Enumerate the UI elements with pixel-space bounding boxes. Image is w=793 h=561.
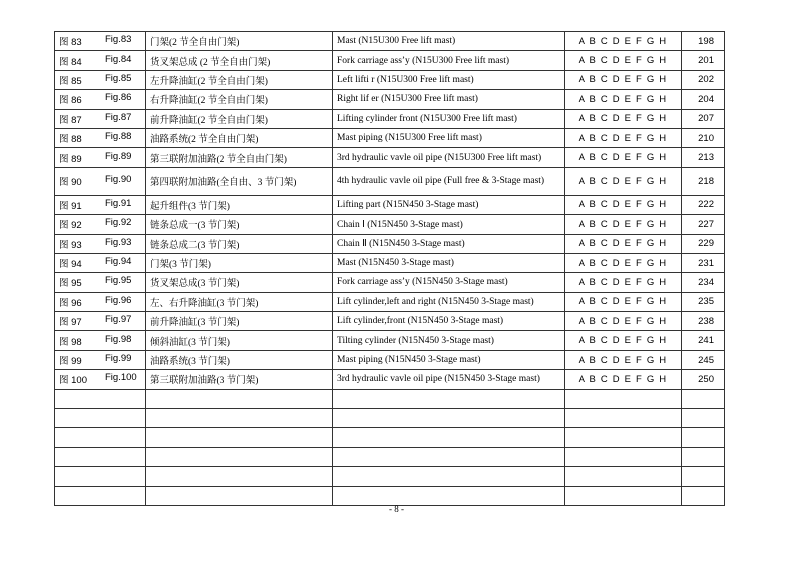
- version-cell: A B C D E F G H: [565, 370, 682, 389]
- empty-table-row: [55, 428, 725, 447]
- version-cell: A B C D E F G H: [565, 292, 682, 311]
- figure-number-cn: 图 84: [59, 56, 82, 68]
- figure-number-en: Fig.85: [105, 72, 132, 84]
- figure-number-cell: [55, 370, 146, 389]
- figure-number-en: Fig.96: [105, 294, 132, 306]
- figure-number-cn: 图 93: [59, 239, 82, 251]
- figure-number-cell: [55, 253, 146, 272]
- table-row: [55, 32, 725, 51]
- figure-number-cell: [55, 109, 146, 128]
- page-cell: 202: [682, 70, 725, 89]
- empty-cell: [682, 409, 725, 428]
- title-en-cell: Chain Ⅰ (N15N450 3-Stage mast): [333, 215, 565, 234]
- empty-cell: [146, 486, 333, 505]
- empty-table-row: [55, 467, 725, 486]
- figure-number-en: Fig.94: [105, 256, 132, 268]
- title-en-cell: Lift cylinder,left and right (N15N450 3-Stage mast): [333, 292, 565, 311]
- figure-number-cell: [55, 90, 146, 109]
- page-cell: 234: [682, 273, 725, 292]
- title-en-cell: Lifting part (N15N450 3-Stage mast): [333, 195, 565, 214]
- empty-cell: [682, 467, 725, 486]
- page-cell: 210: [682, 128, 725, 147]
- table-body: [55, 32, 725, 506]
- figure-number-en: Fig.97: [105, 314, 132, 326]
- title-en-cell: Chain Ⅱ (N15N450 3-Stage mast): [333, 234, 565, 253]
- title-en-cell: Right lif er (N15U300 Free lift mast): [333, 90, 565, 109]
- page-cell: 201: [682, 51, 725, 70]
- empty-table-row: [55, 486, 725, 505]
- empty-cell: [146, 428, 333, 447]
- title-cn-cell: 油路系统(2 节全自由门架): [146, 128, 333, 147]
- figure-number-en: Fig.93: [105, 236, 132, 248]
- title-cn-cell: 右升降油缸(2 节全自由门架): [146, 90, 333, 109]
- table-row: [55, 370, 725, 389]
- page-cell: 229: [682, 234, 725, 253]
- empty-table-row: [55, 409, 725, 428]
- figure-number-cn: 图 97: [59, 317, 82, 329]
- empty-cell: [682, 389, 725, 408]
- table-row: [55, 70, 725, 89]
- empty-cell: [565, 389, 682, 408]
- title-cn-cell: 货叉架总成(3 节门架): [146, 273, 333, 292]
- figure-number-cn: 图 98: [59, 336, 82, 348]
- page-cell: 235: [682, 292, 725, 311]
- title-cn-cell: 链条总成二(3 节门架): [146, 234, 333, 253]
- figure-number-en: Fig.91: [105, 197, 132, 209]
- figure-number-en: Fig.100: [105, 372, 137, 384]
- table-row: [55, 167, 725, 195]
- title-cn-cell: 前升降油缸(3 节门架): [146, 312, 333, 331]
- table-row: [55, 273, 725, 292]
- empty-cell: [333, 409, 565, 428]
- figure-number-cn: 图 91: [59, 200, 82, 212]
- empty-cell: [333, 467, 565, 486]
- title-en-cell: Mast piping (N15N450 3-Stage mast): [333, 350, 565, 369]
- page-cell: 222: [682, 195, 725, 214]
- empty-cell: [146, 467, 333, 486]
- page-cell: 218: [682, 167, 725, 195]
- version-cell: A B C D E F G H: [565, 234, 682, 253]
- figure-number-en: Fig.98: [105, 333, 132, 345]
- empty-cell: [333, 428, 565, 447]
- title-en-cell: Mast (N15N450 3-Stage mast): [333, 253, 565, 272]
- figure-number-cell: [55, 215, 146, 234]
- empty-cell: [565, 428, 682, 447]
- figure-number-cn: 图 88: [59, 134, 82, 146]
- figure-number-en: Fig.88: [105, 131, 132, 143]
- version-cell: A B C D E F G H: [565, 312, 682, 331]
- figure-number-cn: 图 89: [59, 153, 82, 165]
- figure-number-cell: [55, 331, 146, 350]
- version-cell: A B C D E F G H: [565, 51, 682, 70]
- empty-cell: [565, 447, 682, 466]
- version-cell: A B C D E F G H: [565, 148, 682, 167]
- table-row: [55, 350, 725, 369]
- page-cell: 250: [682, 370, 725, 389]
- version-cell: A B C D E F G H: [565, 253, 682, 272]
- figure-number-cn: 图 100: [59, 375, 87, 387]
- figure-number-en: Fig.99: [105, 353, 132, 365]
- title-en-cell: Fork carriage ass’y (N15N450 3-Stage mast): [333, 273, 565, 292]
- figure-number-cell: [55, 70, 146, 89]
- figure-number-en: Fig.92: [105, 217, 132, 229]
- page-cell: 207: [682, 109, 725, 128]
- page-cell: 241: [682, 331, 725, 350]
- figure-number-cn: 图 96: [59, 297, 82, 309]
- empty-cell: [682, 447, 725, 466]
- title-cn-cell: 门架(3 节门架): [146, 253, 333, 272]
- title-cn-cell: 第三联附加油路(2 节全自由门架): [146, 148, 333, 167]
- empty-cell: [55, 428, 146, 447]
- page-cell: 213: [682, 148, 725, 167]
- title-cn-cell: 左升降油缸(2 节全自由门架): [146, 70, 333, 89]
- empty-cell: [55, 447, 146, 466]
- figure-number-cn: 图 85: [59, 75, 82, 87]
- table-row: [55, 128, 725, 147]
- title-en-cell: Mast piping (N15U300 Free lift mast): [333, 128, 565, 147]
- figure-number-cn: 图 95: [59, 278, 82, 290]
- title-cn-cell: 起升组件(3 节门架): [146, 195, 333, 214]
- version-cell: A B C D E F G H: [565, 195, 682, 214]
- figure-number-cell: [55, 195, 146, 214]
- empty-table-row: [55, 447, 725, 466]
- title-cn-cell: 油路系统(3 节门架): [146, 350, 333, 369]
- page-cell: 204: [682, 90, 725, 109]
- version-cell: A B C D E F G H: [565, 331, 682, 350]
- title-en-cell: Lift cylinder,front (N15N450 3-Stage mast): [333, 312, 565, 331]
- table-row: [55, 90, 725, 109]
- title-en-cell: Lifting cylinder front (N15U300 Free lift mast): [333, 109, 565, 128]
- version-cell: A B C D E F G H: [565, 350, 682, 369]
- table-row: [55, 51, 725, 70]
- figure-number-en: Fig.95: [105, 275, 132, 287]
- title-cn-cell: 第四联附加油路(全自由、3 节门架): [146, 167, 333, 195]
- figure-number-cn: 图 99: [59, 356, 82, 368]
- figure-number-cell: [55, 292, 146, 311]
- page-cell: 231: [682, 253, 725, 272]
- figure-number-en: Fig.90: [105, 174, 132, 186]
- figure-number-en: Fig.87: [105, 111, 132, 123]
- figure-number-cn: 图 94: [59, 259, 82, 271]
- empty-cell: [55, 409, 146, 428]
- empty-cell: [565, 409, 682, 428]
- figure-number-cn: 图 86: [59, 95, 82, 107]
- figure-number-cell: [55, 32, 146, 51]
- page-cell: 227: [682, 215, 725, 234]
- empty-cell: [682, 486, 725, 505]
- page-number: - 8 -: [389, 504, 404, 514]
- empty-cell: [146, 409, 333, 428]
- empty-cell: [55, 467, 146, 486]
- title-cn-cell: 左、右升降油缸(3 节门架): [146, 292, 333, 311]
- table-row: [55, 312, 725, 331]
- title-cn-cell: 第三联附加油路(3 节门架): [146, 370, 333, 389]
- figure-index-table: [54, 31, 725, 506]
- title-en-cell: Mast (N15U300 Free lift mast): [333, 32, 565, 51]
- figure-number-cell: [55, 148, 146, 167]
- table-row: [55, 195, 725, 214]
- title-cn-cell: 倾斜油缸(3 节门架): [146, 331, 333, 350]
- figure-number-en: Fig.83: [105, 34, 132, 46]
- empty-cell: [333, 486, 565, 505]
- empty-cell: [333, 447, 565, 466]
- table-row: [55, 109, 725, 128]
- title-cn-cell: 前升降油缸(2 节全自由门架): [146, 109, 333, 128]
- figure-number-cell: [55, 234, 146, 253]
- version-cell: A B C D E F G H: [565, 215, 682, 234]
- figure-number-cell: [55, 273, 146, 292]
- figure-number-cn: 图 92: [59, 220, 82, 232]
- title-en-cell: 3rd hydraulic vavle oil pipe (N15N450 3-Stage mast): [333, 370, 565, 389]
- empty-cell: [333, 389, 565, 408]
- version-cell: A B C D E F G H: [565, 273, 682, 292]
- figure-number-cell: [55, 167, 146, 195]
- title-en-cell: 3rd hydraulic vavle oil pipe (N15U300 Free lift mast): [333, 148, 565, 167]
- empty-cell: [146, 389, 333, 408]
- page-cell: 238: [682, 312, 725, 331]
- figure-number-cn: 图 83: [59, 37, 82, 49]
- table-row: [55, 331, 725, 350]
- version-cell: A B C D E F G H: [565, 90, 682, 109]
- empty-cell: [682, 428, 725, 447]
- figure-number-cell: [55, 128, 146, 147]
- title-en-cell: Left lifti r (N15U300 Free lift mast): [333, 70, 565, 89]
- title-en-cell: 4th hydraulic vavle oil pipe (Full free & 3-Stage mast): [333, 167, 565, 195]
- page-cell: 245: [682, 350, 725, 369]
- figure-number-cell: [55, 350, 146, 369]
- table-row: [55, 253, 725, 272]
- figure-number-cn: 图 90: [59, 177, 82, 189]
- version-cell: A B C D E F G H: [565, 32, 682, 51]
- figure-number-cell: [55, 51, 146, 70]
- title-cn-cell: 链条总成一(3 节门架): [146, 215, 333, 234]
- figure-number-en: Fig.89: [105, 150, 132, 162]
- version-cell: A B C D E F G H: [565, 109, 682, 128]
- page-cell: 198: [682, 32, 725, 51]
- table-row: [55, 234, 725, 253]
- figure-number-cell: [55, 312, 146, 331]
- title-en-cell: Fork carriage ass’y (N15U300 Free lift mast): [333, 51, 565, 70]
- empty-cell: [565, 486, 682, 505]
- empty-cell: [55, 486, 146, 505]
- empty-cell: [565, 467, 682, 486]
- empty-cell: [146, 447, 333, 466]
- table-row: [55, 148, 725, 167]
- version-cell: A B C D E F G H: [565, 167, 682, 195]
- empty-cell: [55, 389, 146, 408]
- version-cell: A B C D E F G H: [565, 70, 682, 89]
- title-cn-cell: 门架(2 节全自由门架): [146, 32, 333, 51]
- table-row: [55, 292, 725, 311]
- figure-number-en: Fig.86: [105, 92, 132, 104]
- table-row: [55, 215, 725, 234]
- version-cell: A B C D E F G H: [565, 128, 682, 147]
- figure-number-cn: 图 87: [59, 114, 82, 126]
- empty-table-row: [55, 389, 725, 408]
- figure-number-en: Fig.84: [105, 53, 132, 65]
- title-en-cell: Tilting cylinder (N15N450 3-Stage mast): [333, 331, 565, 350]
- title-cn-cell: 货叉架总成 (2 节全自由门架): [146, 51, 333, 70]
